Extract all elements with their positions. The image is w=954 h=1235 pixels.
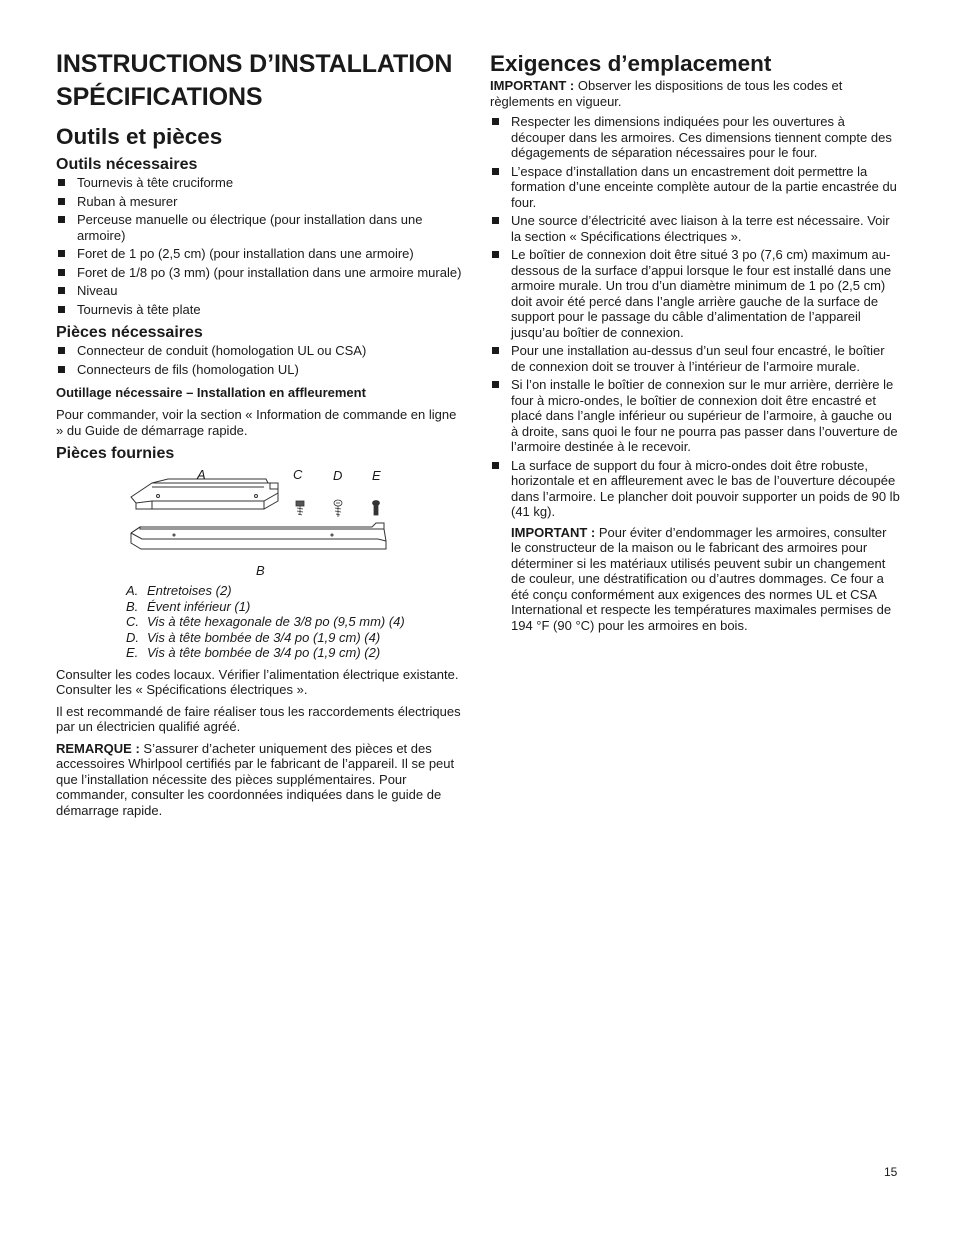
tools-list — [56, 175, 464, 317]
local-codes-text: Consulter les codes locaux. Vérifier l’alimentation électrique existante. Consulter les « Spécifications électriques ». — [56, 666, 459, 697]
parts-required-heading: Pièces nécessaires — [56, 324, 203, 341]
requirement-item: Respecter les dimensions indiquées pour les ouvertures à découper dans les armoires. Ces dimensions tiennent compte des dégagements de séparation nécessaires pour le four. — [490, 114, 900, 161]
important2-label: IMPORTANT : — [511, 524, 596, 540]
tools-parts-heading: Outils et pièces — [56, 124, 223, 149]
figure-label-a: A — [197, 467, 206, 482]
tool-item: Ruban à mesurer — [56, 194, 464, 210]
legend-key: E. — [126, 645, 139, 660]
legend-key: C. — [126, 614, 139, 629]
legend-item — [126, 599, 464, 615]
tool-item: Perceuse manuelle ou électrique (pour installation dans une armoire) — [56, 212, 464, 243]
important-text: Observer les dispositions de tous les codes et règlements en vigueur. — [490, 78, 843, 109]
part-item: Connecteur de conduit (homologation UL ou CSA) — [56, 343, 464, 359]
legend-text: Évent inférieur (1) — [147, 598, 251, 614]
remark-text: S’assurer d’acheter uniquement des pièces et des accessoires Whirlpool certifiés par le fabricant de l’appareil. Il se peut que l’installation nécessite des pièces supplémentaires. Pour commander, consulter les coordonnées indiquées dans le guide de démarrage rapide. — [56, 740, 455, 818]
left-column — [56, 48, 464, 818]
supplied-parts-heading: Pièces fournies — [56, 445, 175, 462]
legend-item — [126, 630, 464, 646]
parts-list — [56, 343, 464, 377]
screw-e — [373, 501, 380, 516]
important-paragraph — [490, 78, 900, 109]
important2-text: Pour éviter d’endommager les armoires, consulter le constructeur de la maison ou le fabricant des armoires pour déterminer si les matériaux utilisés peuvent subir un changement de couleur, une déstratification ou d’autres dommages. Ce four a été conçu conformément aux exigences des normes UL et CSA International et respecte les températures maximales permises de — [511, 524, 892, 617]
requirement-item: Le boîtier de connexion doit être situé 3 po (7,6 cm) maximum au-dessous de la surface d’appui lorsque le four est installé dans une armoire murale. Un trou d’un diamètre minimum de 1 po (2,5 cm) doit avoir été percé dans l’angle arrière gauche de la surface de support pour le passage du câble d’alimentation de l’appareil jusqu’au boîtier de connexion. — [490, 247, 900, 340]
location-requirements-heading: Exigences d’emplacement — [490, 51, 772, 76]
right-column — [490, 48, 900, 633]
spacer-part-a — [131, 479, 278, 509]
figure-label-d: D — [333, 468, 343, 483]
figure-label-e: E — [372, 468, 381, 483]
tool-item: Tournevis à tête cruciforme — [56, 175, 464, 191]
requirement-item: Si l’on installe le boîtier de connexion sur le mur arrière, derrière le four à micro-ondes, le boîtier de connexion doit être encastré et placé dans l’angle inférieur ou supérieur de l’armoire, à gauche ou à droite, sans quoi le four ne pourra pas passer dans l’ouverture de l’armoire destinée à le recevoir. — [490, 377, 900, 455]
requirement-item: Une source d’électricité avec liaison à la terre est nécessaire. Voir la section « Spécifications électriques ». — [490, 213, 900, 244]
page-number: 15 — [884, 1165, 898, 1179]
important2-paragraph — [490, 525, 900, 634]
remark-paragraph — [56, 741, 464, 819]
vent-part-b — [131, 523, 386, 549]
legend-text: Vis à tête bombée de 3/4 po (1,9 cm) (4) — [147, 629, 381, 645]
page-title — [56, 48, 464, 114]
requirement-item: L’espace d’installation dans un encastrement doit permettre la formation d’une enceinte complète autour de la partie encastrée du four. — [490, 164, 900, 211]
legend-text: Vis à tête hexagonale de 3/8 po (9,5 mm) (4) — [147, 614, 405, 629]
flush-tools-heading: Outillage nécessaire – Installation en affleurement — [56, 385, 366, 400]
flush-tools-text: Pour commander, voir la section « Information de commande en ligne » du Guide de démarrage rapide. — [56, 407, 457, 438]
requirement-item: Pour une installation au-dessus d’un seul four encastré, le boîtier de connexion doit se trouver à l’intérieur de l’armoire murale. — [490, 343, 900, 374]
page-title-line1: INSTRUCTIONS D’INSTALLATION — [56, 50, 453, 78]
legend-text: Vis à tête bombée de 3/4 po (1,9 cm) (2) — [147, 645, 381, 660]
legend-item — [126, 645, 464, 661]
screw-d — [334, 500, 342, 517]
screw-c — [296, 501, 304, 515]
important2-tail: 194 °F (90 °C) pour les armoires en bois. — [511, 617, 748, 633]
page-title-line2: SPÉCIFICATIONS — [56, 83, 263, 111]
legend-key: B. — [126, 598, 139, 614]
tool-item: Foret de 1 po (2,5 cm) (pour installation dans une armoire) — [56, 246, 464, 262]
supplied-parts-figure — [56, 463, 464, 581]
figure-label-b: B — [256, 563, 265, 578]
legend-item — [126, 614, 464, 630]
legend-key: D. — [126, 629, 139, 645]
legend-text: Entretoises (2) — [147, 583, 232, 598]
tool-item: Tournevis à tête plate — [56, 302, 464, 318]
tools-required-heading: Outils nécessaires — [56, 156, 198, 173]
requirement-item: La surface de support du four à micro-ondes doit être robuste, horizontale et en affleurement avec le bas de l’ouverture découpée dans l’armoire. Le plancher doit pouvoir supporter un poids de 90 lb (41 kg). — [490, 458, 900, 520]
part-item: Connecteurs de fils (homologation UL) — [56, 362, 464, 378]
figure-label-c: C — [293, 467, 303, 482]
electrician-text: Il est recommandé de faire réaliser tous les raccordements électriques par un électricien qualifié agréé. — [56, 703, 461, 734]
important-label: IMPORTANT : — [490, 78, 575, 93]
requirements-list — [490, 114, 900, 520]
remark-label: REMARQUE : — [56, 740, 140, 756]
parts-legend — [56, 583, 464, 661]
legend-key: A. — [126, 583, 139, 598]
tool-item: Foret de 1/8 po (3 mm) (pour installation dans une armoire murale) — [56, 265, 464, 281]
legend-item — [126, 583, 464, 599]
tool-item: Niveau — [56, 283, 464, 299]
